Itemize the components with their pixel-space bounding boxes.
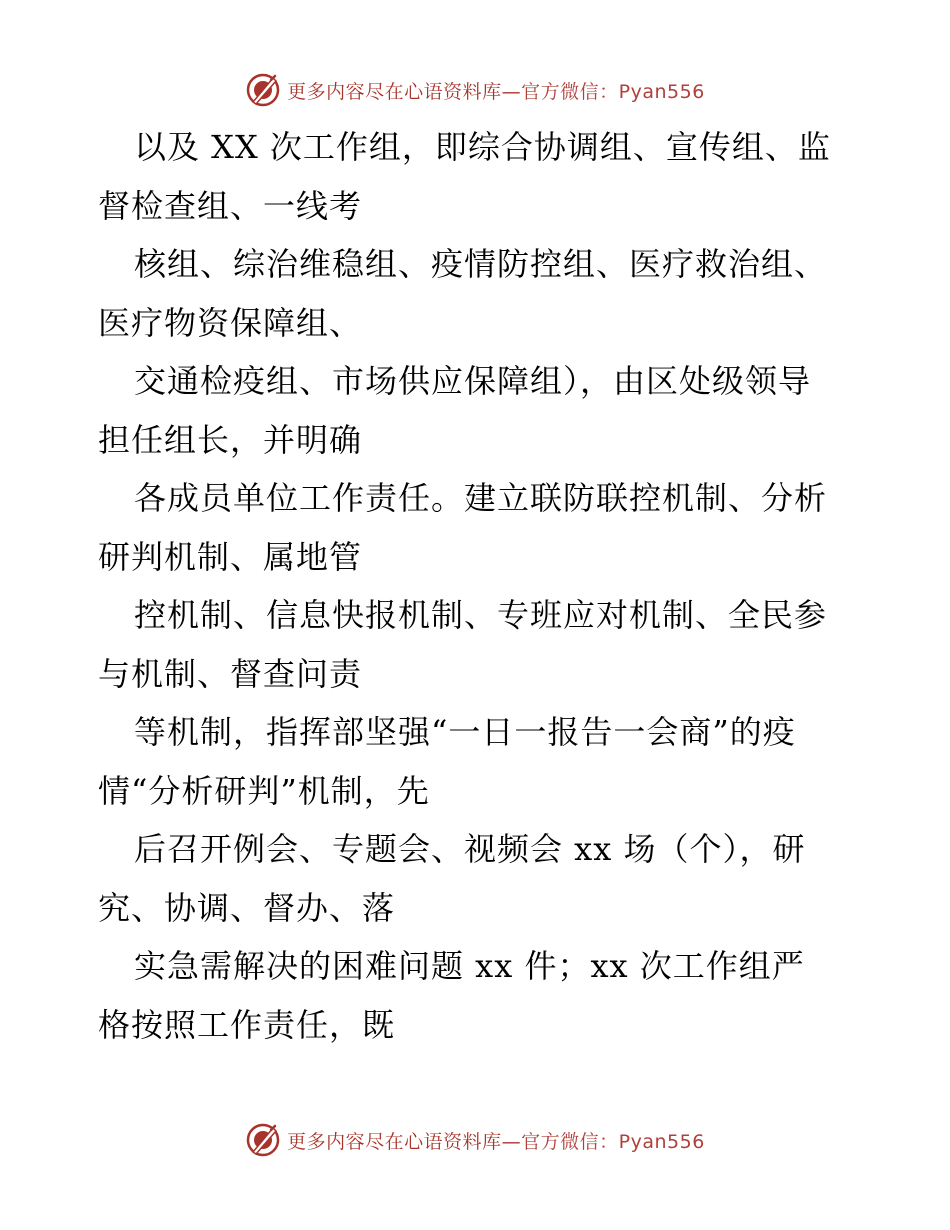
paragraph-7-line-1: 后召开例会、专题会、视频会 xx 场（个），研: [134, 830, 806, 868]
document-body: [98, 118, 858, 1054]
paragraph-6-line-2: 情“分析研判”机制，先: [98, 771, 430, 810]
paragraph-5-line-2: 与机制、督查问责: [98, 654, 363, 693]
footer-banner: [0, 1120, 950, 1160]
paragraph-5-line-1: 控机制、信息快报机制、专班应对机制、全民参: [134, 596, 828, 634]
paragraph-4-line-1: 各成员单位工作责任。建立联防联控机制、分析: [134, 479, 828, 517]
paragraph-2-line-2: 医疗物资保障组、: [98, 303, 363, 342]
wechat-id: 官方微信：Pyan556: [521, 1130, 705, 1153]
quill-logo-icon: [245, 1122, 281, 1158]
header-promo: [287, 77, 705, 104]
header-banner: [0, 70, 950, 110]
paragraph-4-line-2: 研判机制、属地管: [98, 537, 363, 576]
promo-separator: —: [501, 1130, 522, 1153]
wechat-id: 官方微信：Pyan556: [521, 80, 705, 103]
paragraph-1-line-1: 以及 XX 次工作组，即综合协调组、宣传组、监: [134, 128, 831, 166]
paragraph-8-line-2: 格按照工作责任，既: [98, 1005, 396, 1044]
paragraph-3-line-2: 担任组长，并明确: [98, 420, 363, 459]
paragraph-7-line-2: 究、协调、督办、落: [98, 888, 396, 927]
promo-text: 更多内容尽在心语资料库: [287, 80, 502, 103]
footer-promo: [287, 1127, 705, 1154]
paragraph-8-line-1: 实急需解决的困难问题 xx 件；xx 次工作组严: [134, 947, 805, 985]
paragraph-1-line-2: 督检查组、一线考: [98, 186, 363, 225]
paragraph-6-line-1: 等机制，指挥部坚强“一日一报告一会商”的疫: [134, 713, 796, 751]
promo-separator: —: [501, 80, 522, 103]
promo-text: 更多内容尽在心语资料库: [287, 1130, 502, 1153]
paragraph-2-line-1: 核组、综治维稳组、疫情防控组、医疗救治组、: [134, 245, 828, 283]
paragraph-3-line-1: 交通检疫组、市场供应保障组），由区处级领导: [134, 362, 812, 400]
quill-logo-icon: [245, 72, 281, 108]
